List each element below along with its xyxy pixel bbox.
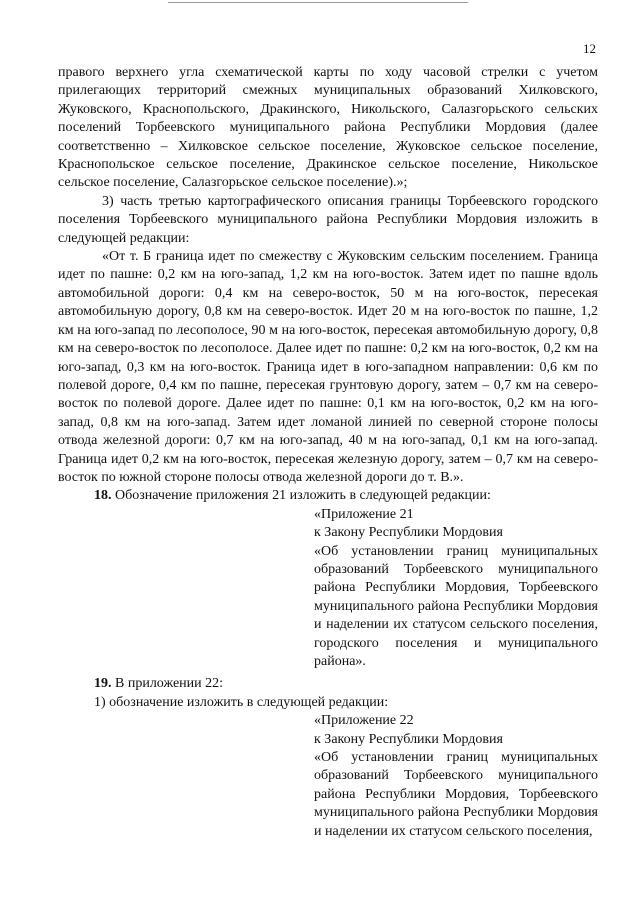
- item-19-number: 19.: [94, 676, 112, 692]
- item-18: [58, 487, 598, 505]
- appendix-22-law-name: «Об установлении границ муниципальных образований Торбеевского муниципального района Республики Мордовия, Торбеевского муниципального района Республики Мордовия и наделении их статусом сельского поселения,: [314, 750, 598, 839]
- item-18-text: Обозначение приложения 21 изложить в следующей редакции:: [111, 488, 491, 504]
- paragraph-continuation: правого верхнего угла схематической карты по ходу часовой стрелки с учетом прилегающих территорий смежных муниципальных образований Хилковского, Жуковского, Краснопольского, Дракинского, Никольского, Салазгорьского сельских поселений Торбеевского муниципального района Республики Мордовия (далее соответственно – Хилковское сельское поселение, Жуковское сельское поселение, Краснопольское сельское поселение, Дракинское сельское поселение, Никольское сельское поселение, Салазгорьское сельское поселение).»;: [58, 65, 598, 191]
- appendix-21-heading: [314, 506, 598, 672]
- top-rule: [168, 2, 468, 3]
- appendix-21-law: к Закону Республики Мордовия: [314, 525, 503, 541]
- item-19-text: В приложении 22:: [111, 676, 224, 692]
- appendix-22-law: к Закону Республики Мордовия: [314, 731, 503, 747]
- page-number: 12: [583, 41, 596, 56]
- appendix-21-law-name: «Об установлении границ муниципальных образований Торбеевского муниципального района Республики Мордовия, Торбеевского муниципального района Республики Мордовия и наделении их статусом сельского поселения, городского поселения и муниципального района».: [314, 543, 598, 669]
- paragraph-boundary-description: «От т. Б граница идет по смежеству с Жуковским сельским поселением. Граница идет по пашне: 0,2 км на юго-запад, 1,2 км на юго-восток. Затем идет по пашне вдоль автомобильной дороги: 0,4 км на северо-восток, 50 м на юго-восток, пересекая автомобильную дорогу, 0,8 км на северо-восток. Идет 20 м на юго-восток по пашне, 1,2 км на юго-запад по лесополосе, 90 м на юго-восток, пересекая автомобильную дорогу, 0,8 км на северо-восток по лесополосе. Далее идет по пашне: 0,2 км на юго-восток, 0,2 км на юго-запад, 0,3 км на юго-восток. Граница идет в юго-западном направлении: 0,6 км по полевой дороге, 0,4 км по пашне, пересекая грунтовую дорогу, затем – 0,7 км на северо-восток по полевой дороге. Далее идет по пашне: 0,1 км на юго-восток, 0,2 км на юго-запад, 0,8 км на юго-запад. Затем идет ломаной линией по северной стороне полосы отвода железной дороги: 0,7 км на юго-запад, 40 м на юго-запад, 0,1 км на юго-запад. Граница идет 0,2 км на юго-восток, пересекая железную дорогу, затем – 0,7 км на северо-восток по южной стороне полосы отвода железной дороги до т. В.».: [58, 249, 598, 485]
- item-19: [58, 675, 598, 693]
- document-body: [58, 64, 598, 841]
- item-19-subitem-1: 1) обозначение изложить в следующей редакции:: [94, 694, 389, 710]
- item-18-number: 18.: [94, 488, 112, 504]
- appendix-21-title: «Приложение 21: [314, 506, 414, 522]
- appendix-22-title: «Приложение 22: [314, 713, 414, 729]
- appendix-22-heading: [314, 712, 598, 841]
- paragraph-part-three: 3) часть третью картографического описания границы Торбеевского городского поселения Торбеевского муниципального района Республики Мордовия изложить в следующей редакции:: [58, 193, 598, 246]
